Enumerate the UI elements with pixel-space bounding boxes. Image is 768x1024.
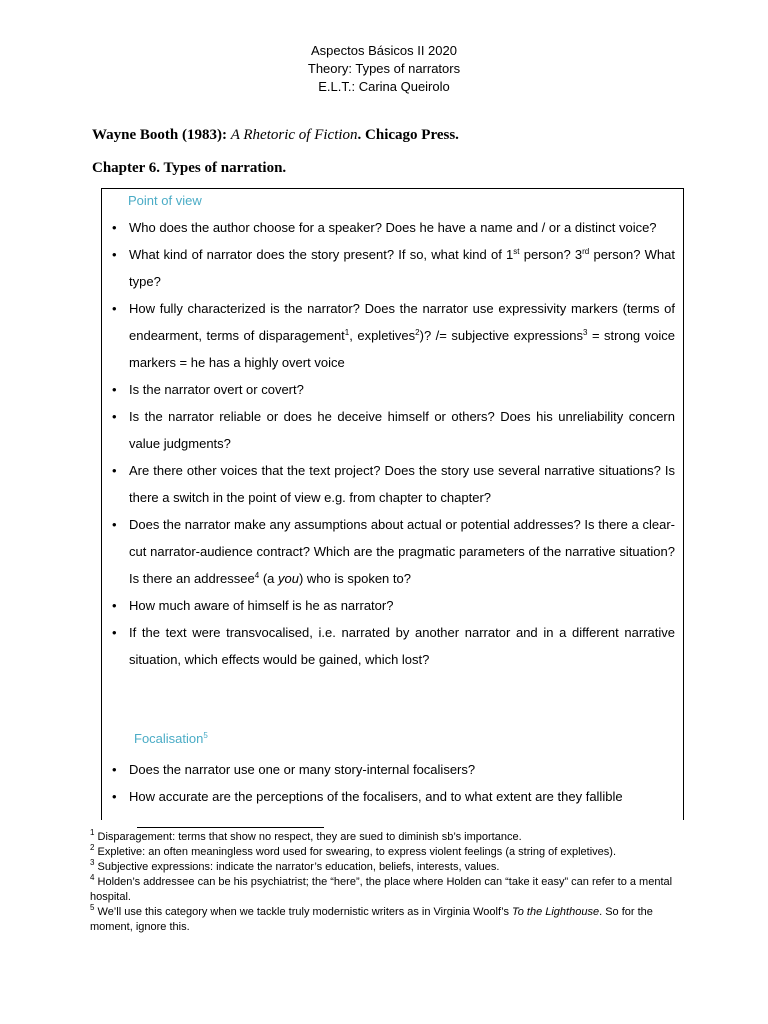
- focalisation-heading: Focalisation$^5$: [134, 731, 208, 746]
- course-title: Aspectos Básicos II 2020: [311, 43, 457, 58]
- list-item: • How much aware of himself is he as narrator?: [102, 592, 683, 619]
- document-header: [0, 42, 768, 96]
- footnotes: [90, 830, 680, 935]
- source-citation: [92, 127, 459, 144]
- footnote-1: $^1$ Disparagement: terms that show no respect, they are sued to diminish sb’s importance.: [90, 828, 522, 843]
- list-item: • Does the narrator use one or many story-internal focalisers?: [102, 756, 683, 783]
- footnote-separator: [137, 827, 324, 828]
- list-item: • Is the narrator overt or covert?: [102, 376, 683, 403]
- list-item: • Is the narrator reliable or does he deceive himself or others? Does his unreliability concern value judgments?: [102, 403, 683, 457]
- instructor-line: E.L.T.: Carina Queirolo: [318, 79, 450, 94]
- source-author: Wayne Booth (1983):: [92, 127, 231, 143]
- list-item: • How accurate are the perceptions of the focalisers, and to what extent are they fallible: [102, 783, 683, 810]
- focalisation-list: [102, 756, 683, 810]
- list-item: • Does the narrator make any assumptions about actual or potential addresses? Is there a clear-cut narrator-audience contract? Which are the pragmatic parameters of the narrative situation? Is there an addressee$^4$ (a you) who is spoken to?: [102, 511, 683, 592]
- list-item: • Are there other voices that the text project? Does the story use several narrative situations? Is there a switch in the point of view e.g. from chapter to chapter?: [102, 457, 683, 511]
- list-item: • Who does the author choose for a speaker? Does he have a name and / or a distinct voice?: [102, 214, 683, 241]
- footnote-3: $^3$ Subjective expressions: indicate the narrator’s education, beliefs, interests, values.: [90, 858, 500, 873]
- list-item: • If the text were transvocalised, i.e. narrated by another narrator and in a different narrative situation, which effects would be gained, which lost?: [102, 619, 683, 673]
- list-item: • How fully characterized is the narrator? Does the narrator use expressivity markers (terms of endearment, terms of disparagement$^1$, expletives$^2$)? /= subjective expressions$^3$ = strong voice markers = he has a highly overt voice: [102, 295, 683, 376]
- source-publisher: . Chicago Press.: [357, 127, 459, 143]
- footnote-4: $^4$ Holden’s addressee can be his psychiatrist; the “here”, the place where Holden can “take it easy” can refer to a mental hospital.: [90, 873, 673, 903]
- point-of-view-list: [102, 214, 683, 673]
- list-item: • What kind of narrator does the story present? If so, what kind of 1st person? 3rd person? What type?: [102, 241, 683, 295]
- point-of-view-heading: Point of view: [128, 193, 202, 208]
- theory-title: Theory: Types of narrators: [307, 61, 461, 76]
- chapter-heading: Chapter 6. Types of narration.: [92, 160, 287, 176]
- footnote-5: $^5$ We’ll use this category when we tackle truly modernistic writers as in Virginia Woolf’s To the Lighthouse. So for the moment, ignore this.: [90, 903, 653, 933]
- source-title: A Rhetoric of Fiction: [230, 127, 358, 143]
- questions-box: [101, 188, 684, 820]
- footnote-2: $^2$ Expletive: an often meaningless word used for swearing, to express violent feelings (a string of expletives).: [90, 843, 616, 858]
